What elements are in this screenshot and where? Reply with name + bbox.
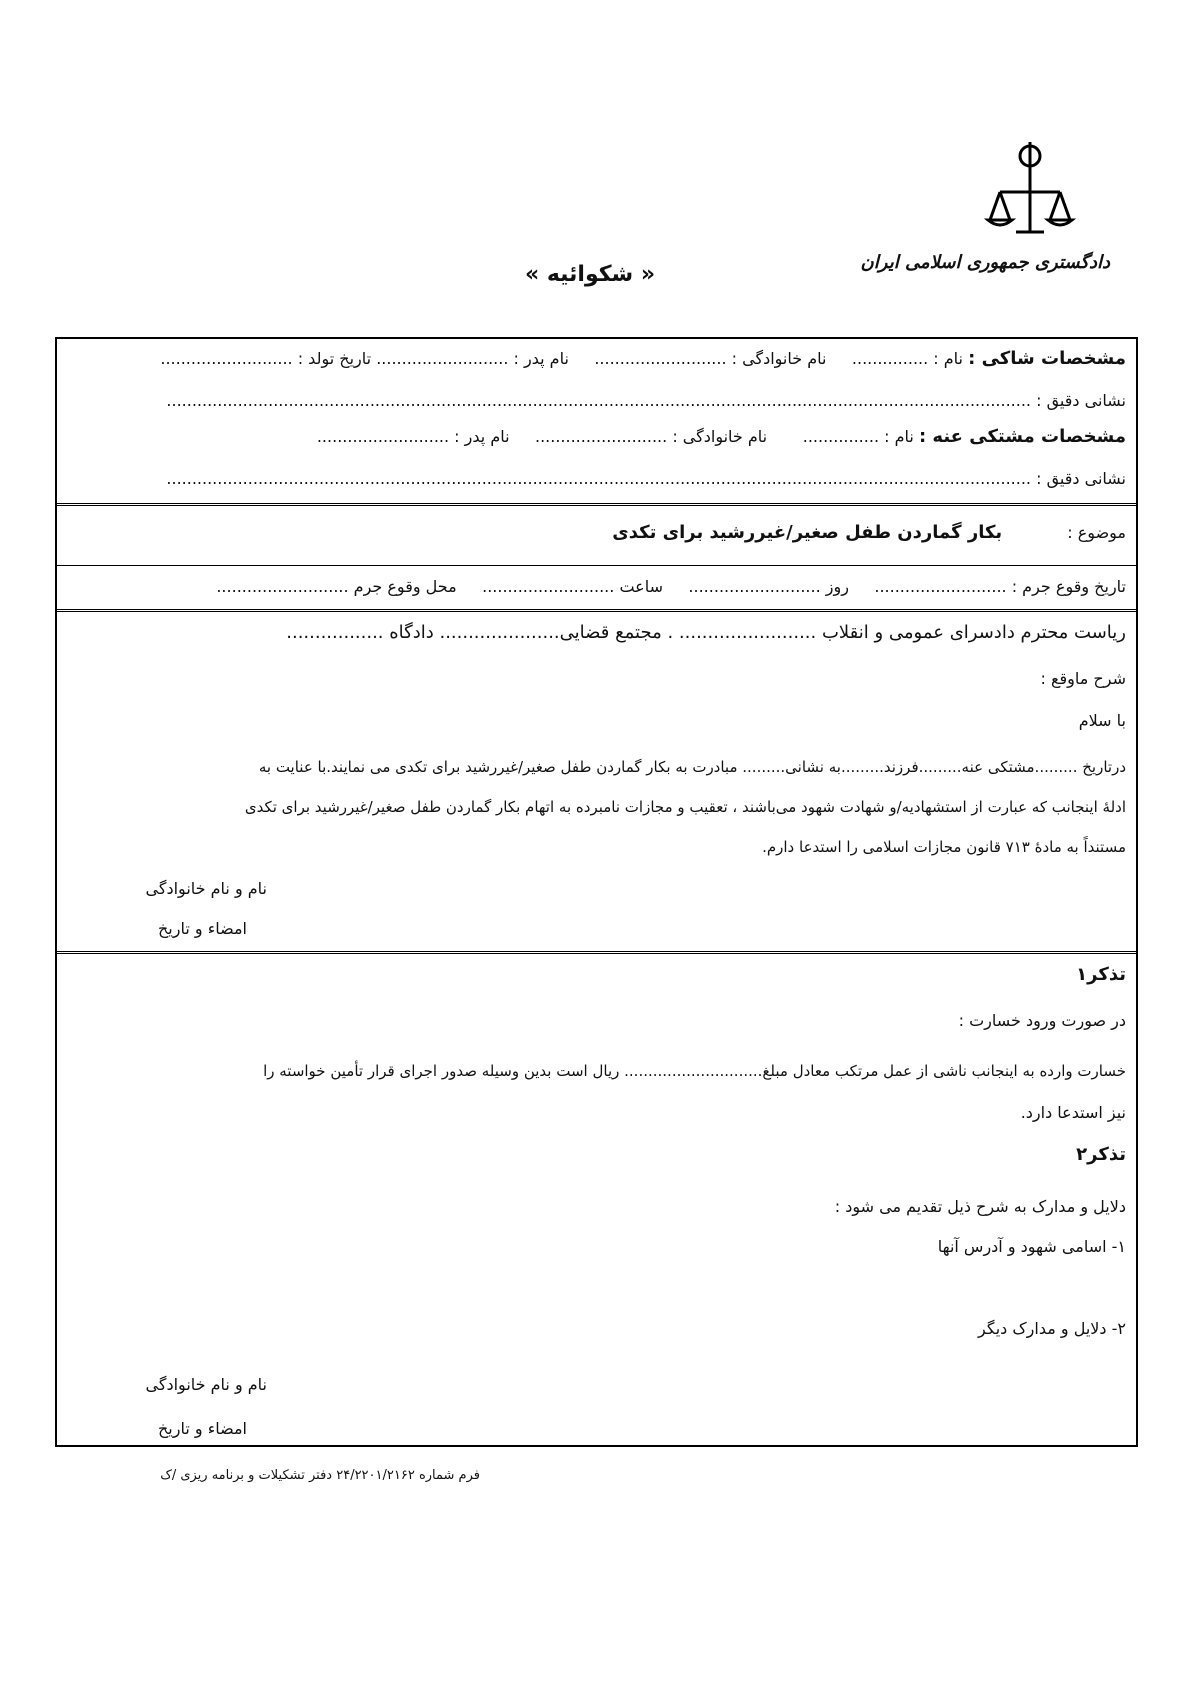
incident-date-label: تاریخ وقوع جرم : — [1011, 577, 1126, 596]
emblem-icon — [980, 140, 1080, 240]
complainant-name-label: نام : — [933, 349, 964, 368]
complainant-family-field[interactable]: .......................... — [594, 349, 727, 368]
signature-date: امضاء و تاریخ — [157, 919, 247, 938]
description-label: شرح ماوقع : — [1040, 669, 1126, 688]
complainant-name-field[interactable]: ............... — [851, 349, 929, 368]
complaint-form — [55, 337, 1138, 1447]
defendant-heading: مشخصات مشتکی عنه : — [918, 426, 1126, 447]
incident-time-label: ساعت — [619, 577, 663, 596]
defendant-family-field[interactable]: .......................... — [534, 427, 668, 446]
signature-date: امضاء و تاریخ — [157, 1419, 247, 1438]
complainant-father-field[interactable]: .......................... — [376, 349, 509, 368]
defendant-father-label: نام پدر : — [454, 427, 510, 446]
subject-row — [67, 523, 1126, 543]
complainant-father-label: نام پدر : — [513, 349, 569, 368]
complainant-address-field[interactable]: .......................................................................................................................................................................... — [166, 391, 1031, 410]
defendant-address-row — [67, 469, 1126, 489]
addressee-line: ریاست محترم دادسرای عمومی و انقلاب ........................ . مجتمع قضایی..................... دادگاه ................. — [286, 622, 1126, 643]
note1-line: نیز استدعا دارد. — [1020, 1103, 1126, 1122]
incident-day-field[interactable]: .......................... — [688, 577, 821, 596]
divider — [57, 609, 1136, 612]
complainant-address-row — [67, 391, 1126, 411]
incident-place-field[interactable]: .......................... — [216, 577, 349, 596]
complainant-heading: مشخصات شاکی : — [968, 348, 1126, 369]
incident-place-label: محل وقوع جرم — [353, 577, 457, 596]
defendant-address-field[interactable]: .......................................................................................................................................................................... — [166, 469, 1031, 488]
judiciary-logo — [860, 140, 1130, 290]
subject-value: بکار گماردن طفل صغیر/غیررشید برای تکدی — [612, 522, 1003, 543]
divider — [57, 565, 1136, 566]
evidence-item-other: ۲- دلایل و مدارک دیگر — [978, 1319, 1126, 1338]
defendant-father-field[interactable]: .......................... — [316, 427, 450, 446]
logo-text: دادگستری جمهوری اسلامی ایران — [860, 252, 1110, 273]
note2-intro: دلایل و مدارک به شرح ذیل تقدیم می شود : — [834, 1197, 1126, 1216]
note1-title: تذکر۱ — [1076, 964, 1126, 985]
defendant-family-label: نام خانوادگی : — [672, 427, 768, 446]
incident-time-field[interactable]: .......................... — [482, 577, 615, 596]
signature-name: نام و نام خانوادگی — [145, 879, 267, 898]
defendant-row — [67, 427, 1126, 447]
note1-line: در صورت ورود خسارت : — [958, 1011, 1126, 1030]
complainant-family-label: نام خانوادگی : — [731, 349, 827, 368]
divider — [57, 503, 1136, 506]
subject-label: موضوع : — [1067, 523, 1126, 542]
complainant-birth-field[interactable]: .......................... — [160, 349, 293, 368]
signature-name: نام و نام خانوادگی — [145, 1375, 267, 1394]
defendant-name-field[interactable]: ............... — [802, 427, 880, 446]
defendant-name-label: نام : — [884, 427, 914, 446]
paragraph-line: مستنداً به مادۀ ۷۱۳ قانون مجازات اسلامی را استدعا دارم. — [762, 838, 1126, 856]
incident-date-field[interactable]: .......................... — [874, 577, 1007, 596]
defendant-address-label: نشانی دقیق : — [1036, 469, 1126, 488]
document-title: « شکوائیه » — [524, 262, 656, 287]
paragraph-line: درتاریخ .........مشتکی عنه.........فرزند.........به نشانی......... مبادرت به بکار گماردن طفل صغیر/غیررشید برای تکدی می نمایند.با عنایت به — [258, 758, 1126, 776]
incident-row — [67, 577, 1126, 597]
incident-day-label: روز — [825, 577, 849, 596]
complainant-address-label: نشانی دقیق : — [1036, 391, 1126, 410]
note2-title: تذکر۲ — [1076, 1144, 1126, 1165]
note1-line: خسارت وارده به اینجانب ناشی از عمل مرتکب معادل مبلغ............................. ریال است بدین وسیله صدور اجرای قرار تأمین خواسته را — [263, 1062, 1126, 1080]
divider — [57, 951, 1136, 954]
paragraph-line: ادلۀ اینجانب که عبارت از استشهادیه/و شهادت شهود می‌باشند ، تعقیب و مجازات نامبرده به اتهام بکار گماردن طفل صغیر/غیررشید برای تکدی — [244, 798, 1126, 816]
form-number: فرم شماره ۲۴/۲۲۰۱/۲۱۶۲ دفتر تشکیلات و برنامه ریزی /ک — [160, 1468, 480, 1483]
greeting: با سلام — [1078, 711, 1126, 730]
complainant-birth-label: تاریخ تولد : — [297, 349, 372, 368]
complainant-row — [67, 349, 1126, 369]
evidence-item-witnesses: ۱- اسامی شهود و آدرس آنها — [937, 1237, 1126, 1256]
